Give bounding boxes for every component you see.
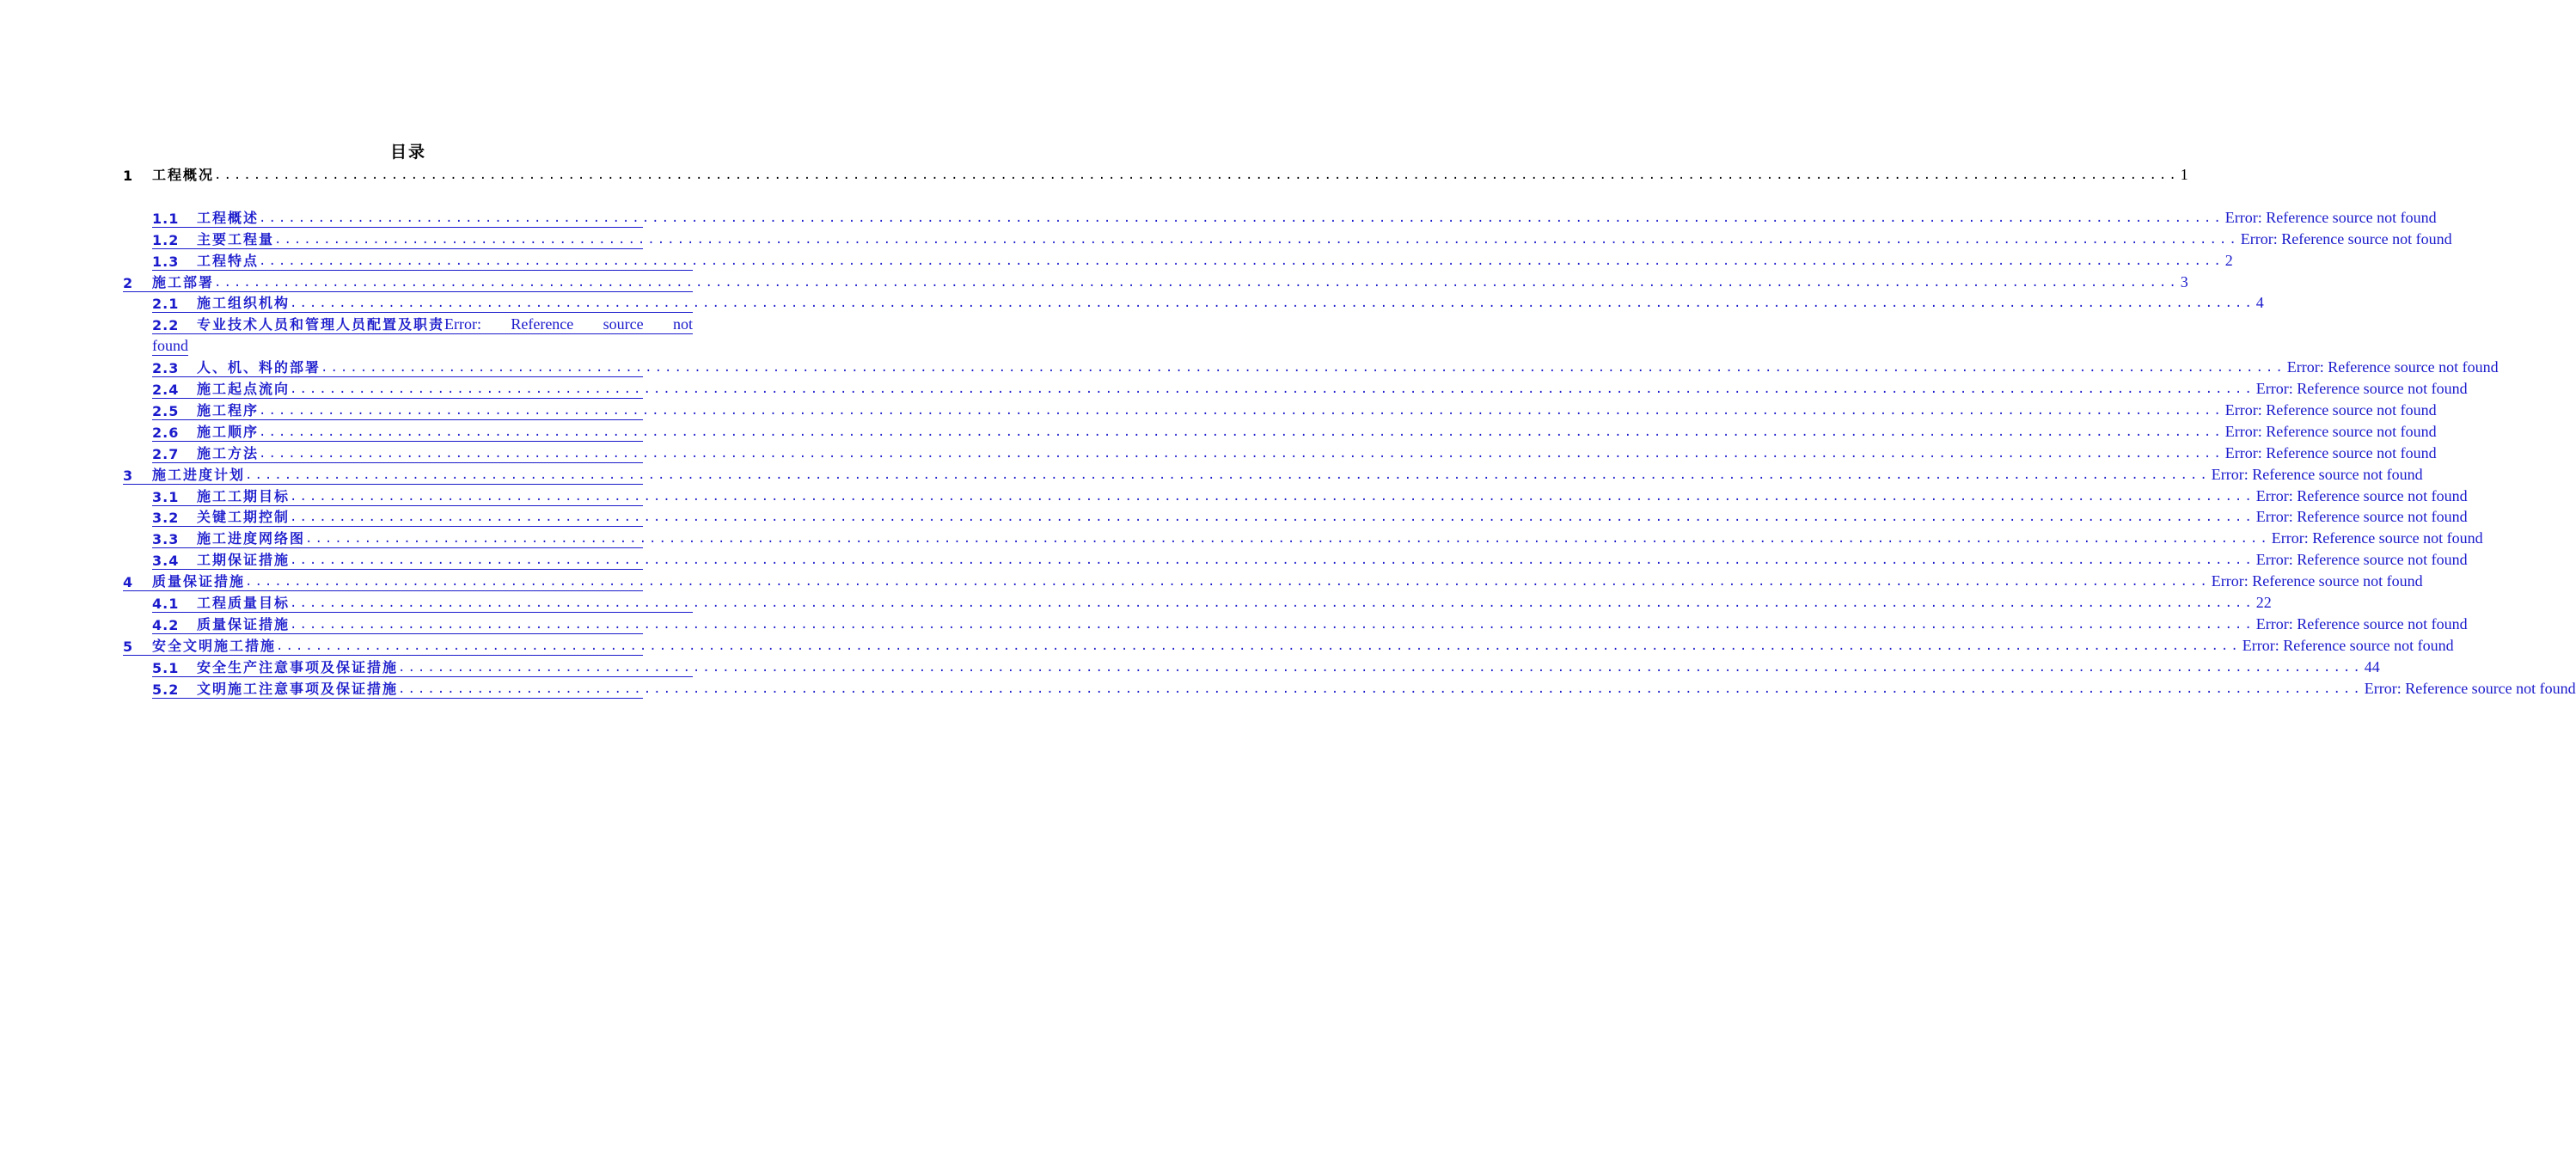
toc-entry-title: 施工工期目标 <box>197 487 291 504</box>
toc-entry-title: 施工进度网络图 <box>197 530 306 547</box>
toc-entry-2-7[interactable] <box>152 443 2437 463</box>
toc-entry-title: 施工进度计划 <box>152 466 246 483</box>
toc-entry-page-ref: Error: Reference source not found <box>2224 443 2437 461</box>
toc-leader-dots: ........................................................................................................................................................................................................ <box>290 489 2255 504</box>
toc-entry-number: 1.2 <box>152 231 180 248</box>
toc-entry-3-1[interactable] <box>152 486 2468 506</box>
toc-entry-number: 1.3 <box>152 253 180 270</box>
toc-entry-page-ref: Error: Reference source not found <box>2211 465 2423 483</box>
toc-entry-3-2[interactable] <box>152 507 2468 527</box>
toc-entry-5-1[interactable] <box>152 657 2380 677</box>
toc-entry-number: 5 <box>123 638 134 655</box>
toc-entry-title: 施工程序 <box>197 401 260 419</box>
toc-title: 目录 <box>389 143 426 162</box>
toc-entry-number: 3.1 <box>152 488 180 505</box>
toc-entry-page-ref: Error: Reference source not found <box>2364 679 2576 697</box>
toc-entry-page-ref <box>444 315 693 333</box>
toc-entry-number: 4.2 <box>152 616 180 633</box>
toc-entry-number: 4 <box>123 574 134 591</box>
toc-entry-5[interactable] <box>123 636 2454 656</box>
toc-entry-number: 2 <box>123 274 134 291</box>
toc-entry-title: 质量保证措施 <box>197 615 291 632</box>
toc-leader-dots: ........................................................................................................................................................................................................ <box>259 425 2224 439</box>
toc-leader-dots: ........................................................................................................................................................................................................ <box>214 275 2179 290</box>
toc-entry-title: 安全文明施工措施 <box>152 637 277 654</box>
toc-entry-page-ref: Error: Reference source not found <box>2286 358 2499 376</box>
toc-entry-number: 3.3 <box>152 531 180 548</box>
toc-entry-page-ref: 4 <box>2255 294 2264 312</box>
toc-leader-dots: ........................................................................................................................................................................................................ <box>259 446 2224 461</box>
toc-leader-dots: ........................................................................................................................................................................................................ <box>245 575 2210 590</box>
toc-entry-page-ref: Error: Reference source not found <box>2211 572 2423 590</box>
toc-entry-title: 质量保证措施 <box>152 573 246 590</box>
toc-entry-page-ref: Error: Reference source not found <box>2255 551 2468 569</box>
toc-entry-title: 施工部署 <box>152 273 215 290</box>
toc-entry-number: 1.1 <box>152 210 180 227</box>
toc-leader-dots: ........................................................................................................................................................................................................ <box>290 596 2255 610</box>
toc-entry-page-ref: Error: Reference source not found <box>2224 400 2437 419</box>
toc-entry-2[interactable] <box>123 272 2188 292</box>
page-ref-word: source <box>603 315 644 333</box>
toc-entry-number: 3 <box>123 467 134 484</box>
toc-entry-page-ref: 1 <box>2180 166 2188 183</box>
toc-entry-number: 5.1 <box>152 659 180 676</box>
toc-entry-2-4[interactable] <box>152 379 2468 399</box>
toc-entry-title: 工程概述 <box>197 209 260 226</box>
toc-entry-page-ref: Error: Reference source not found <box>2224 422 2437 440</box>
toc-entry-title: 人、机、料的部署 <box>197 359 321 376</box>
toc-entry-page-ref: Error: Reference source not found <box>2242 636 2454 654</box>
toc-entry-3-3[interactable] <box>152 529 2483 548</box>
toc-entry-number: 2.5 <box>152 402 180 419</box>
toc-entry-number: 2.6 <box>152 424 180 441</box>
toc-entry-1-2[interactable] <box>152 229 2452 249</box>
toc-entry-2-6[interactable] <box>152 422 2437 442</box>
toc-entry-number: 3.2 <box>152 510 180 527</box>
toc-entry-title: 工程概况 <box>152 167 215 183</box>
page-ref-word: not <box>672 315 693 333</box>
toc-entry-title: 工程特点 <box>197 252 260 269</box>
toc-entry-title: 关键工期控制 <box>197 509 291 526</box>
toc-leader-dots: ........................................................................................................................................................................................................ <box>274 232 2239 247</box>
toc-entry-4-2[interactable] <box>152 614 2468 634</box>
toc-entry-number: 2.2 <box>152 317 180 334</box>
toc-entry-title: 主要工程量 <box>197 230 275 248</box>
toc-entry-2-5[interactable] <box>152 400 2437 420</box>
toc-leader-dots: ........................................................................................................................................................................................................ <box>259 403 2224 418</box>
toc-entry-number: 2.7 <box>152 445 180 462</box>
toc-entry-title: 施工起点流向 <box>197 381 291 397</box>
toc-entry-title: 工期保证措施 <box>197 552 291 569</box>
toc-entry-title: 施工组织机构 <box>197 295 291 312</box>
toc-entry-page-ref: Error: Reference source not found <box>2240 229 2452 248</box>
toc-entry-number: 3.4 <box>152 553 180 570</box>
toc-entry-page-ref: Error: Reference source not found <box>2255 380 2468 397</box>
toc-entry-page-ref: 2 <box>2224 251 2233 269</box>
toc-entry-4[interactable] <box>123 571 2423 591</box>
toc-entry-title: 安全生产注意事项及保证措施 <box>197 658 399 675</box>
toc-entry-page-ref: Error: Reference source not found <box>2255 486 2468 504</box>
toc-leader-dots: ........................................................................................................................................................................................................ <box>290 382 2255 396</box>
toc-entry-title: 工程质量目标 <box>197 595 291 611</box>
toc-leader-dots: ........................................................................................................................................................................................................ <box>321 361 2285 376</box>
toc-entry-title: 施工顺序 <box>197 423 260 440</box>
toc-entry-page-ref-continuation[interactable]: found <box>152 337 188 355</box>
toc-entry-number: 2.4 <box>152 382 180 398</box>
toc-entry-2-2[interactable] <box>152 315 693 334</box>
toc-leader-dots: ........................................................................................................................................................................................................ <box>259 254 2224 268</box>
toc-leader-dots: ........................................................................................................................................................................................................ <box>276 639 2241 653</box>
toc-leader-dots: ........................................................................................................................................................................................................ <box>259 211 2224 225</box>
toc-entry-number: 2.3 <box>152 360 180 377</box>
toc-entry-number: 4.1 <box>152 596 180 612</box>
toc-entry-1 <box>123 165 2188 184</box>
toc-leader-dots: ........................................................................................................................................................................................................ <box>398 660 2363 675</box>
page-ref-word: Error: <box>444 315 481 333</box>
toc-entry-page-ref: 22 <box>2255 594 2272 611</box>
toc-entry-5-2[interactable] <box>152 679 2576 699</box>
toc-entry-page-ref: Error: Reference source not found <box>2271 529 2483 547</box>
toc-entry-1-3[interactable] <box>152 251 2233 271</box>
toc-entry-number: 2.1 <box>152 296 180 313</box>
toc-leader-dots: ........................................................................................................................................................................................................ <box>245 468 2210 482</box>
toc-entry-3[interactable] <box>123 465 2423 485</box>
toc-leader-dots: ........................................................................................................................................................................................................ <box>290 553 2255 568</box>
toc-leader-dots: ........................................................................................................................................................................................................ <box>305 532 2270 547</box>
toc-leader-dots: ........................................................................................................................................................................................................ <box>398 681 2363 696</box>
toc-entry-4-1[interactable] <box>152 593 2272 613</box>
toc-entry-page-ref: 3 <box>2180 272 2188 290</box>
toc-entry-page-ref: Error: Reference source not found <box>2224 208 2437 226</box>
toc-entry-title: 文明施工注意事项及保证措施 <box>197 680 399 697</box>
toc-entry-1-1[interactable] <box>152 208 2437 228</box>
toc-leader-dots: ........................................................................................................................................................................................................ <box>290 617 2255 632</box>
toc-entry-page-ref: Error: Reference source not found <box>2255 614 2468 632</box>
toc-entry-number: 5.2 <box>152 681 180 698</box>
toc-leader-dots: ........................................................................................................................................................................................................ <box>290 510 2255 525</box>
toc-entry-3-4[interactable] <box>152 550 2468 570</box>
toc-leader-dots: ........................................................................................................................................................................................................ <box>290 296 2255 311</box>
toc-entry-page-ref: Error: Reference source not found <box>2255 508 2468 526</box>
toc-entry-page-ref: 44 <box>2364 657 2380 675</box>
toc-entry-2-1[interactable] <box>152 293 2264 313</box>
toc-entry-2-3[interactable] <box>152 358 2499 377</box>
page-ref-word: Reference <box>511 315 574 333</box>
toc-leader-dots: ........................................................................................................................................................................................................ <box>214 168 2179 182</box>
toc-entry-number: 1 <box>123 168 134 184</box>
toc-entry-title: 施工方法 <box>197 444 260 461</box>
toc-entry-title: 专业技术人员和管理人员配置及职责 <box>197 316 445 333</box>
